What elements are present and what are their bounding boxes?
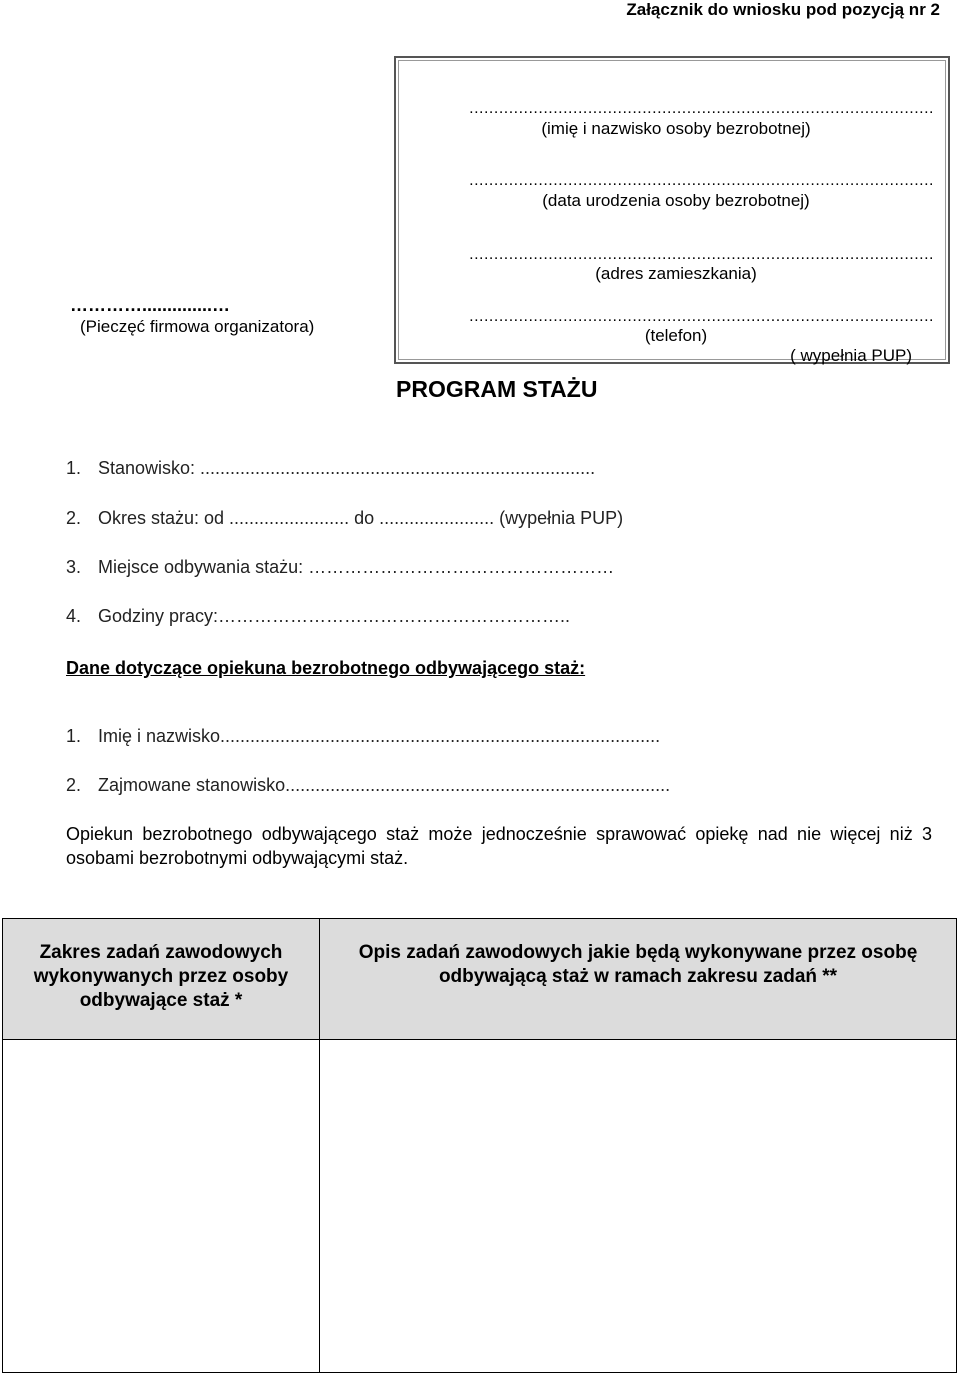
address-dots: ..............................................................................................	[469, 246, 934, 263]
page-title: PROGRAM STAŻU	[396, 376, 598, 402]
tasks-scope-cell[interactable]	[3, 1040, 320, 1373]
pup-applicant-box	[394, 56, 950, 364]
stamp-caption: (Pieczęć firmowa organizatora)	[80, 317, 315, 336]
item-position: 1. Stanowisko: ...............................................................................	[66, 458, 596, 478]
name-caption: (imię i nazwisko osoby bezrobotnej)	[541, 119, 811, 138]
stamp-dots: …………..............…	[70, 295, 231, 315]
tasks-description-cell[interactable]	[320, 1040, 957, 1373]
mentor-position: 2. Zajmowane stanowisko.............................................................................	[66, 775, 671, 795]
address-caption: (adres zamieszkania)	[595, 264, 757, 283]
tasks-description-header: Opis zadań zawodowych jakie będą wykonywane przez osobę odbywającą staż w ramach zakresu zadań **	[320, 919, 957, 1040]
mentor-note: Opiekun bezrobotnego odbywającego staż może jednocześnie sprawować opiekę nad nie więcej niż 3 osobami bezrobotnymi odbywającymi staż.	[66, 824, 932, 868]
mentor-heading: Dane dotyczące opiekuna bezrobotnego odbywającego staż:	[66, 658, 586, 678]
birthdate-caption: (data urodzenia osoby bezrobotnej)	[542, 191, 810, 210]
attachment-label: Załącznik do wniosku pod pozycją nr 2	[626, 0, 940, 19]
item-period: 2. Okres stażu: od ........................ do ....................... (wypełnia PUP)	[66, 508, 624, 528]
phone-dots: ..............................................................................................	[469, 308, 934, 325]
mentor-name: 1. Imię i nazwisko........................................................................................	[66, 726, 661, 746]
name-dots: ..............................................................................................	[469, 100, 934, 117]
item-hours: 4. Godziny pracy:…………………………………………………..	[66, 606, 571, 626]
tasks-table	[2, 918, 957, 1373]
birthdate-dots: ..............................................................................................	[469, 172, 934, 189]
tasks-scope-header: Zakres zadań zawodowych wykonywanych przez osoby odbywające staż *	[3, 919, 320, 1040]
phone-caption: (telefon)	[644, 326, 708, 345]
item-place: 3. Miejsce odbywania stażu: ……………………………………………	[66, 557, 615, 577]
pup-fill-note: ( wypełnia PUP)	[790, 346, 912, 365]
